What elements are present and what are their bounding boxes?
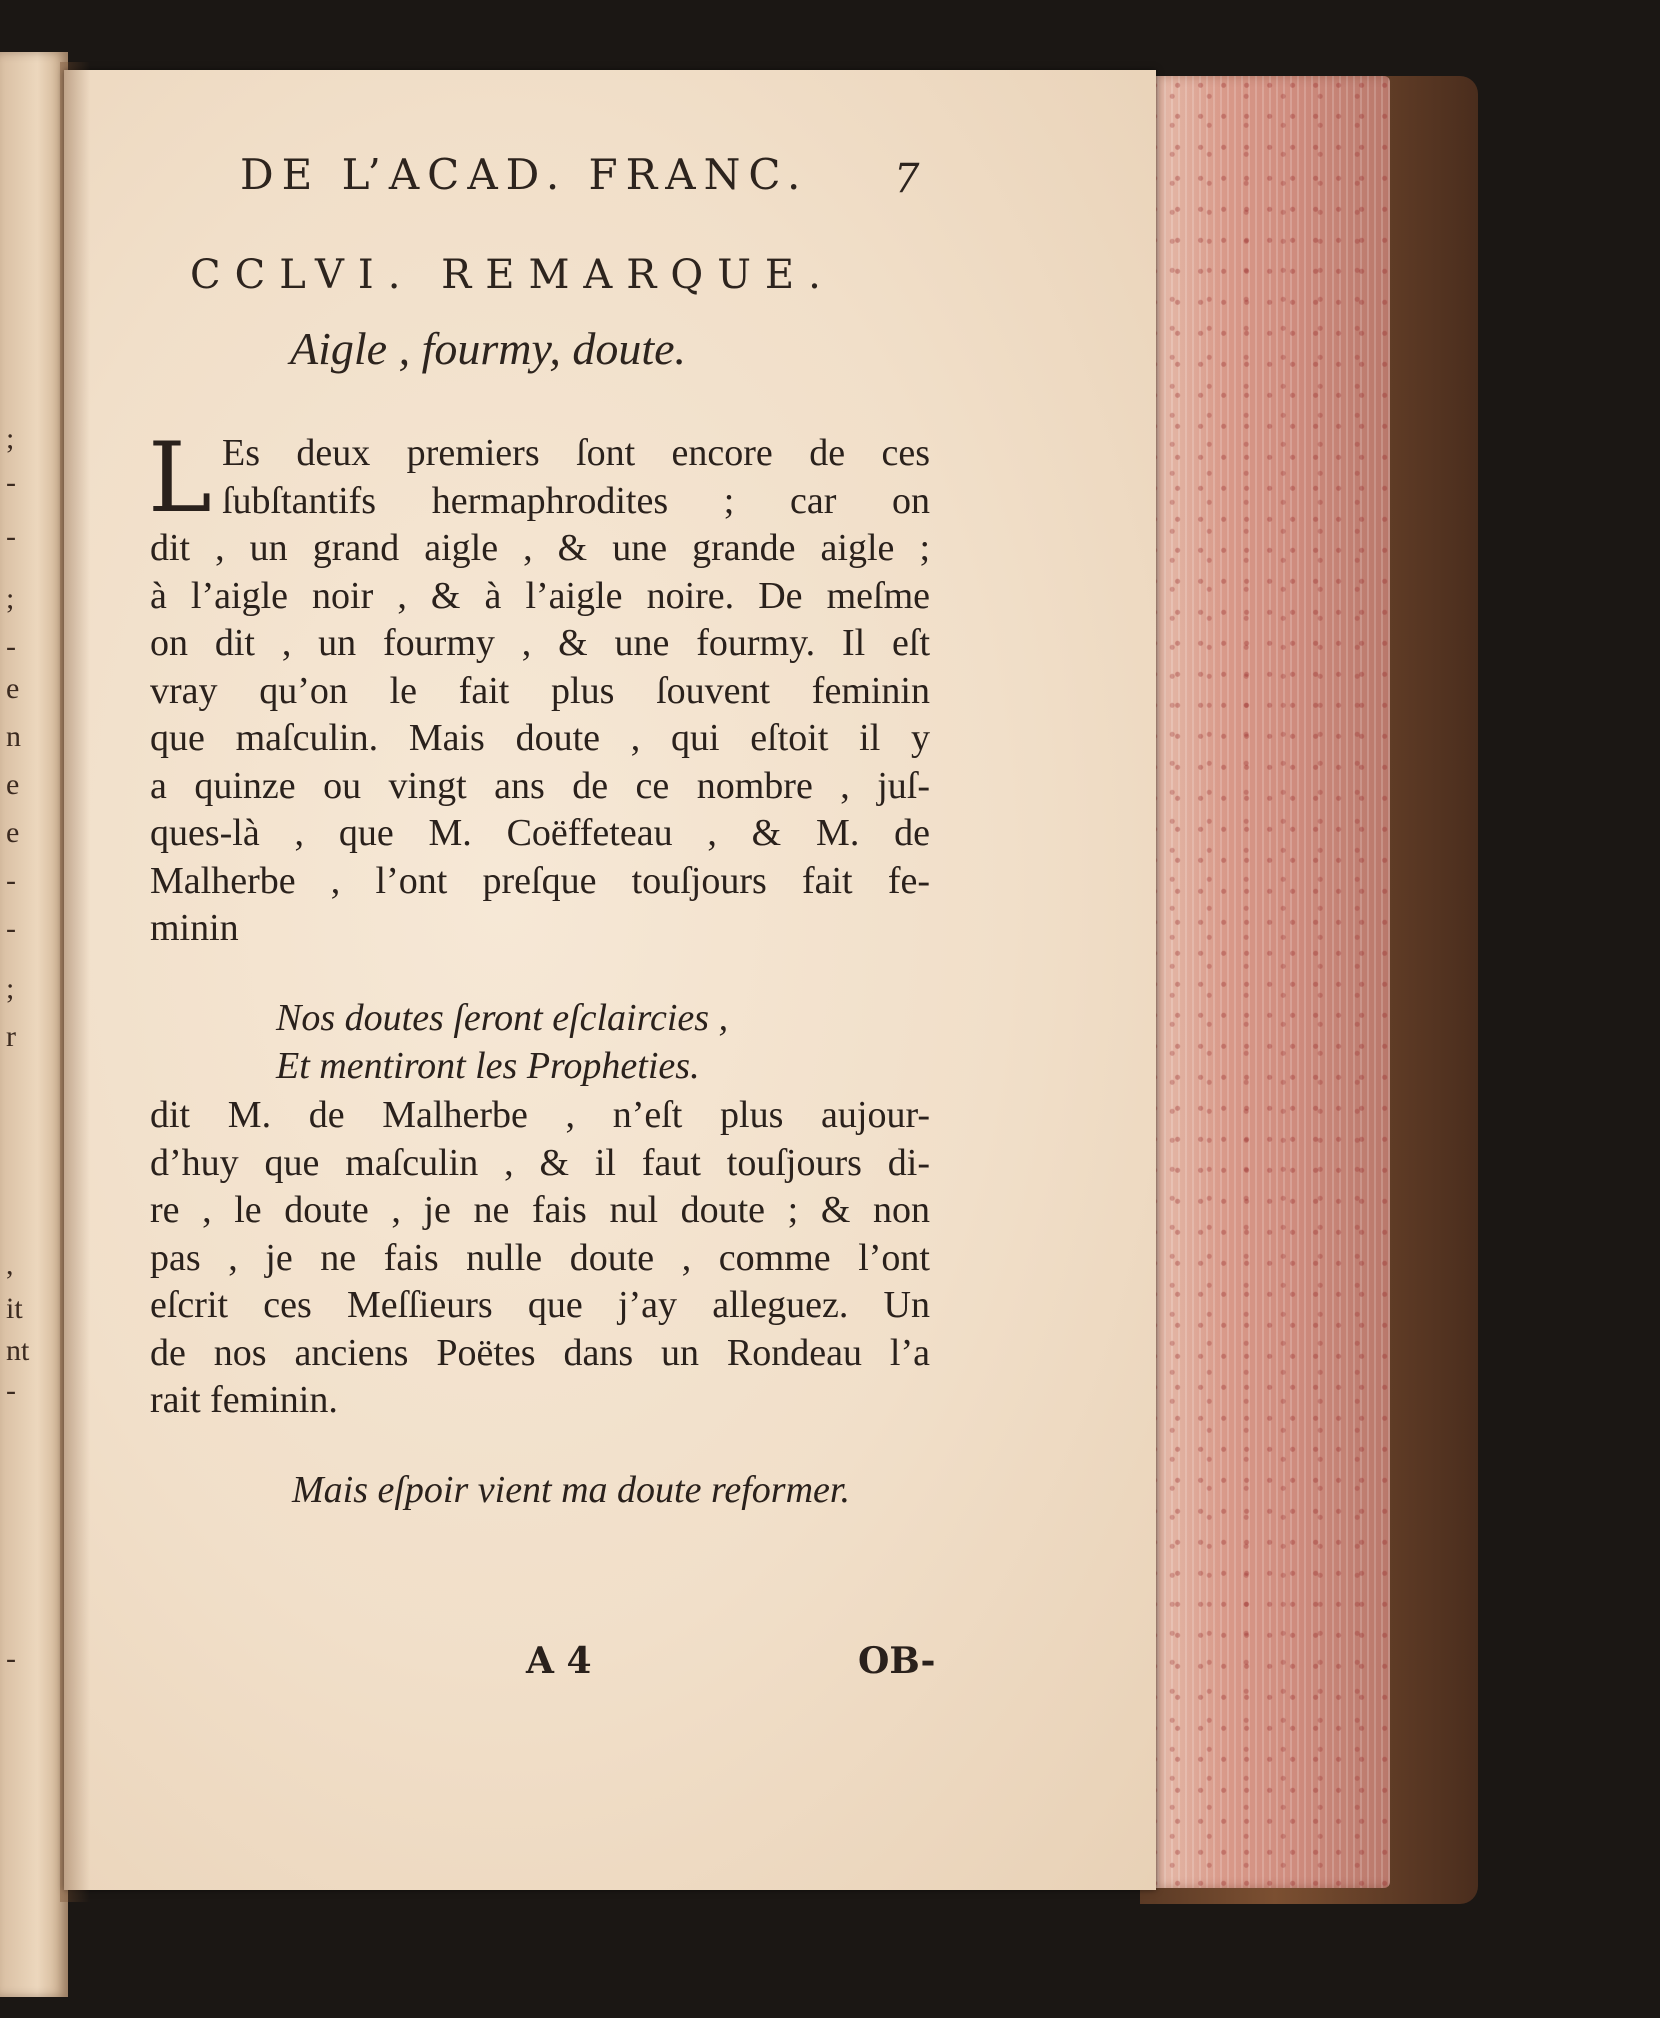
- bleed-char: -: [6, 520, 16, 553]
- text-line: à l’aigle noir , & à l’aigle noire. De meſme: [150, 574, 930, 617]
- bleed-char: -: [6, 864, 16, 897]
- text-line: eſcrit ces Meſſieurs que j’ay alleguez. Un: [150, 1284, 930, 1326]
- remark-title: CCLVI. REMARQUE.: [190, 252, 835, 298]
- bleed-char: ;: [6, 972, 15, 1005]
- text-line: rait feminin.: [150, 1379, 338, 1421]
- bleed-char: n: [6, 720, 21, 753]
- bleed-char: ;: [6, 422, 15, 455]
- text-line: minin: [150, 907, 239, 949]
- text-line: dit , un grand aigle , & une grande aigle ;: [150, 527, 930, 569]
- signature-mark: A 4: [526, 1640, 592, 1682]
- page-number: 7: [894, 156, 920, 202]
- bleed-char: ,: [6, 1248, 14, 1281]
- text-line: Es deux premiers ſont encore de ces: [222, 432, 930, 474]
- remark-subject: Aigle , fourmy, doute.: [290, 323, 687, 374]
- verse-line-final: Mais eſpoir vient ma doute reformer.: [292, 1469, 850, 1511]
- text-line: pas , je ne fais nulle doute , comme l’ont: [150, 1236, 930, 1279]
- edge-speckle: [1150, 76, 1390, 1888]
- paragraph-2: [150, 1092, 930, 1425]
- text-line: Malherbe , l’ont preſque touſjours fait fe-: [150, 859, 930, 902]
- paragraph-1: [148, 422, 930, 953]
- running-head: DE L’ACAD. FRANC.: [240, 150, 809, 199]
- bleed-char: -: [6, 1374, 16, 1407]
- bleed-char: -: [6, 912, 16, 945]
- text-line: d’huy que maſculin , & il faut touſjours di-: [150, 1141, 930, 1184]
- text-line: ques-là , que M. Coëffeteau , & M. de: [150, 812, 930, 854]
- text-line: vray qu’on le fait plus ſouvent feminin: [150, 669, 930, 712]
- bleed-char: -: [6, 1642, 16, 1675]
- previous-page-bleed-text: [0, 52, 68, 1997]
- text-line: on dit , un fourmy , & une fourmy. Il eſt: [150, 622, 930, 664]
- verse-line: Nos doutes ſeront eſclaircies ,: [276, 997, 729, 1039]
- page-edges: [1150, 76, 1390, 1888]
- text-line: re , le doute , je ne fais nul doute ; & non: [150, 1189, 930, 1231]
- drop-cap: L: [148, 422, 212, 534]
- verse-line: Et mentiront les Propheties.: [276, 1045, 700, 1087]
- bleed-char: ;: [6, 582, 15, 615]
- text-line: a quinze ou vingt ans de ce nombre , juſ-: [150, 764, 930, 807]
- bleed-char: e: [6, 672, 20, 705]
- previous-page-fragment: [0, 52, 68, 1997]
- bleed-char: e: [6, 816, 20, 849]
- text-line: ſubſtantifs hermaphrodites ; car on: [222, 479, 930, 522]
- bleed-char: nt: [6, 1334, 30, 1367]
- bleed-char: it: [6, 1292, 23, 1325]
- bleed-char: r: [6, 1020, 16, 1053]
- bleed-char: -: [6, 630, 16, 663]
- text-line: de nos anciens Poëtes dans un Rondeau l’a: [150, 1331, 930, 1374]
- text-line: que maſculin. Mais doute , qui eſtoit il y: [150, 717, 930, 759]
- gutter-shadow: [60, 62, 90, 1902]
- text-line: dit M. de Malherbe , n’eſt plus aujour-: [150, 1094, 930, 1136]
- bleed-char: -: [6, 466, 16, 499]
- catchword: OB-: [858, 1640, 936, 1682]
- bleed-char: e: [6, 768, 20, 801]
